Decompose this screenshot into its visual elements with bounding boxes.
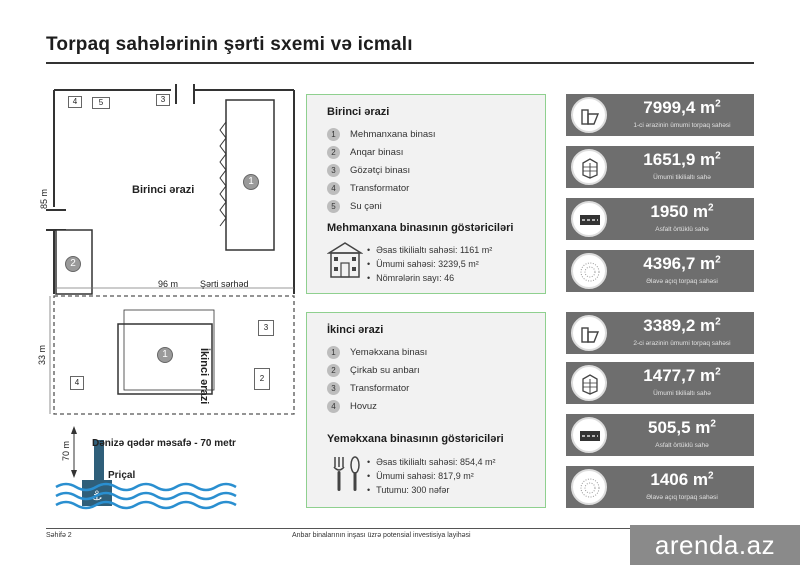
list-item: 4 Hovuz	[327, 399, 377, 413]
stat-zone2-asphalt-area: 505,5 $m^2$ Asfalt örtüklü sahə	[566, 414, 754, 456]
zone2-box-title: İkinci ərazi	[327, 324, 384, 336]
marker-zone1-3: 3	[156, 94, 170, 106]
road-icon	[571, 201, 607, 237]
road-icon	[571, 417, 607, 453]
zone1-box-title: Birinci ərazi	[327, 106, 390, 118]
list-item: 1 Mehmanxana binası	[327, 127, 436, 141]
page-number: Səhifə 2	[46, 532, 72, 539]
project-name: Anbar binalarının inşası üzrə potensial investisiya layihəsi	[292, 532, 471, 539]
svg-text:⚓: ⚓	[91, 489, 103, 504]
marker-zone1-2: 2	[65, 256, 81, 272]
watermark: arenda.az	[630, 525, 800, 565]
marker-zone2-3: 3	[258, 320, 274, 336]
list-item: 1 Yeməkxana binası	[327, 345, 427, 359]
dimension-70: 70 m	[61, 440, 72, 462]
hotel-building-icon	[327, 241, 363, 279]
border-label: Şərti sərhəd	[200, 279, 249, 289]
dimension-96: 96 m	[158, 279, 179, 289]
zone1-info-box	[306, 94, 546, 294]
marker-zone1-5: 5	[92, 97, 110, 109]
dimension-85: 85 m	[39, 188, 50, 210]
hotel-stats-title: Mehmanxana binasının göstəriciləri	[327, 222, 514, 234]
stat-zone1-land-area: 7999,4 $m^2$ 1-ci ərazinin ümumi torpaq sahəsi	[566, 94, 754, 136]
canteen-stat-capacity: • Tutumu: 300 nəfər	[367, 485, 449, 495]
marker-zone2-1: 1	[157, 347, 173, 363]
stat-zone2-land-area: 3389,2 $m^2$ 2-ci ərazinin ümumi torpaq sahəsi	[566, 312, 754, 354]
site-plan	[37, 82, 301, 512]
list-item: 5 Su çəni	[327, 199, 382, 213]
list-item: 2 Çirkab su anbarı	[327, 363, 420, 377]
zone1-label: Birinci ərazi	[132, 184, 195, 196]
stat-zone2-open-land: 1406 $m^2$ Əlavə açıq torpaq sahəsi	[566, 466, 754, 508]
marker-zone1-1: 1	[243, 174, 259, 190]
zone2-label: İkinci ərazi	[198, 348, 210, 405]
zone2-info-box	[306, 312, 546, 508]
hotel-stat-footprint: • Əsas tikilialtı sahəsi: 1161 m²	[367, 245, 492, 255]
marker-zone2-4: 4	[70, 376, 84, 390]
list-item: 2 Anqar binası	[327, 145, 403, 159]
marker-zone1-4: 4	[68, 96, 82, 108]
canteen-stat-footprint: • Əsas tikilialtı sahəsi: 854,4 m²	[367, 457, 495, 467]
hotel-stat-total-area: • Ümumi sahəsi: 3239,5 m²	[367, 259, 479, 269]
land-plot-icon	[571, 315, 607, 351]
building-icon	[571, 149, 607, 185]
cutlery-icon	[331, 455, 363, 493]
list-item: 3 Gözətçi binası	[327, 163, 410, 177]
canteen-stats-title: Yeməkxana binasının göstəriciləri	[327, 433, 504, 445]
stat-zone1-built-area: 1651,9 $m^2$ Ümumi tikilialtı sahə	[566, 146, 754, 188]
stat-zone1-open-land: 4396,7 $m^2$ Əlavə açıq torpaq sahəsi	[566, 250, 754, 292]
sea-distance-label: Dənizə qədər məsafə - 70 metr	[92, 438, 236, 449]
list-item: 3 Transformator	[327, 381, 409, 395]
marker-zone2-2: 2	[254, 368, 270, 390]
dimension-33: 33 m	[37, 344, 48, 366]
open-land-icon	[571, 469, 607, 505]
hotel-stat-rooms: • Nömrələrin sayı: 46	[367, 273, 454, 283]
open-land-icon	[571, 253, 607, 289]
list-item: 4 Transformator	[327, 181, 409, 195]
building-icon	[571, 365, 607, 401]
stat-zone1-asphalt-area: 1950 $m^2$ Asfalt örtüklü sahə	[566, 198, 754, 240]
page-title: Torpaq sahələrinin şərti sxemi və icmalı	[46, 34, 413, 55]
stat-zone2-built-area: 1477,7 $m^2$ Ümumi tikilialtı sahə	[566, 362, 754, 404]
canteen-stat-total-area: • Ümumi sahəsi: 817,9 m²	[367, 471, 474, 481]
land-plot-icon	[571, 97, 607, 133]
pier-label: Priçal	[108, 470, 136, 481]
title-divider	[46, 62, 754, 64]
